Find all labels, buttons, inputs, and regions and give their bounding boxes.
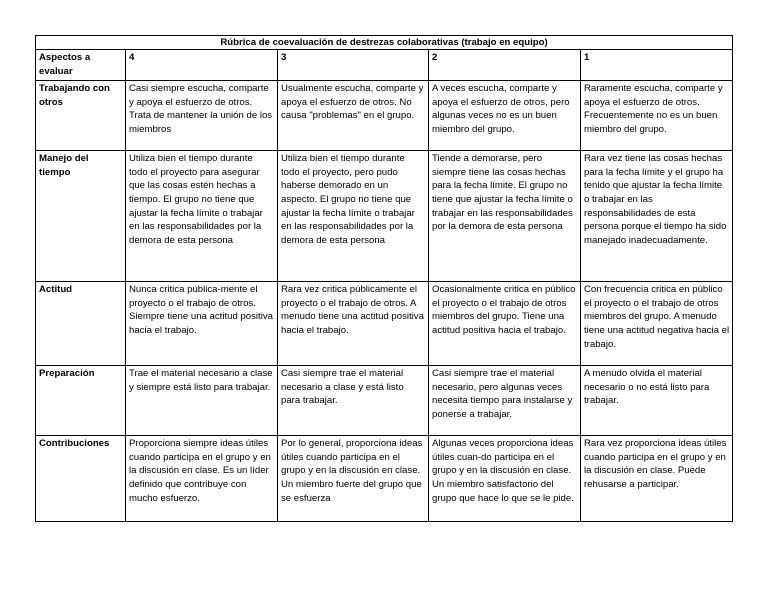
column-header-3: 3 [278,50,429,81]
row-aspect-trabajando: Trabajando con otros [36,81,126,151]
table-cell: A veces escucha, comparte y apoya el esfuerzo de otros, pero algunas veces no es un buen miembro del grupo. [429,81,581,151]
table-row [36,436,733,522]
table-cell: Rara vez tiene las cosas hechas para la fecha límite y el grupo ha tenido que ajustar la fecha límite o trabajar en las responsabilidades de esta persona porque el tiempo ha sido manejado inadecuadamente. [581,151,733,282]
table-cell: Proporciona siempre ideas útiles cuando participa en el grupo y en la discusión en clase. Es un líder definido que contribuye con mucho esfuerzo. [126,436,278,522]
table-cell: Algunas veces proporciona ideas útiles cuan-do participa en el grupo y en la discusión en clase. Un miembro satisfactorio del grupo que hace lo que se le pide. [429,436,581,522]
table-cell: Rara vez proporciona ideas útiles cuando participa en el grupo y en la discusión en clase. Puede rehusarse a participar. [581,436,733,522]
document-title: Rúbrica de coevaluación de destrezas colaborativas (trabajo en equipo) [36,36,733,50]
rubric-table [35,35,733,522]
table-cell: A menudo olvida el material necesario o no está listo para trabajar. [581,366,733,436]
row-aspect-contribuciones: Contribuciones [36,436,126,522]
column-header-4: 4 [126,50,278,81]
column-header-2: 2 [429,50,581,81]
table-cell: Raramente escucha, comparte y apoya el esfuerzo de otros. Frecuentemente no es un buen miembro del grupo. [581,81,733,151]
row-aspect-preparacion: Preparación [36,366,126,436]
table-row [36,282,733,366]
table-cell: Por lo general, proporciona ideas útiles cuando participa en el grupo y en la discusión en clase. Un miembro fuerte del grupo que se esfuerza [278,436,429,522]
table-cell: Utiliza bien el tiempo durante todo el proyecto, pero pudo haberse demorado en un aspecto. El grupo no tiene que ajustar la fecha límite o trabajar en las responsabilidades por la demora de esta persona [278,151,429,282]
table-row [36,81,733,151]
table-cell: Tiende a demorarse, pero siempre tiene las cosas hechas para la fecha límite. El grupo no tiene que ajustar la fecha límite o trabajar en las responsabilidades por la demora de esta persona [429,151,581,282]
header-row [36,50,733,81]
row-aspect-manejo-tiempo: Manejo del tiempo [36,151,126,282]
table-row [36,151,733,282]
column-header-aspect: Aspectos a evaluar [36,50,126,81]
table-cell: Nunca critica pública-mente el proyecto o el trabajo de otros. Siempre tiene una actitud positiva hacia el trabajo. [126,282,278,366]
table-cell: Utiliza bien el tiempo durante todo el proyecto para asegurar que las cosas estén hechas a tiempo. El grupo no tiene que ajustar la fecha límite o trabajar en las responsabilidades por la demora de esta persona [126,151,278,282]
table-cell: Casi siempre escucha, comparte y apoya el esfuerzo de otros. Trata de mantener la unión de los miembros [126,81,278,151]
table-cell: Ocasionalmente critica en público el proyecto o el trabajo de otros miembros del grupo. Tiene una actitud positiva hacia el trabajo. [429,282,581,366]
table-row [36,366,733,436]
table-cell: Con frecuencia critica en público el proyecto o el trabajo de otros miembros del grupo. A menudo tiene una actitud negativa hacia el trabajo. [581,282,733,366]
table-cell: Trae el material necesario a clase y siempre está listo para trabajar. [126,366,278,436]
table-cell: Casi siempre trae el material necesario a clase y está listo para trabajar. [278,366,429,436]
table-cell: Usualmente escucha, comparte y apoya el esfuerzo de otros. No causa "problemas" en el grupo. [278,81,429,151]
table-cell: Casi siempre trae el material necesario, pero algunas veces necesita tiempo para instalarse y ponerse a trabajar. [429,366,581,436]
column-header-1: 1 [581,50,733,81]
table-cell: Rara vez critica públicamente el proyecto o el trabajo de otros. A menudo tiene una actitud positiva hacia el trabajo. [278,282,429,366]
row-aspect-actitud: Actitud [36,282,126,366]
title-row [36,36,733,50]
